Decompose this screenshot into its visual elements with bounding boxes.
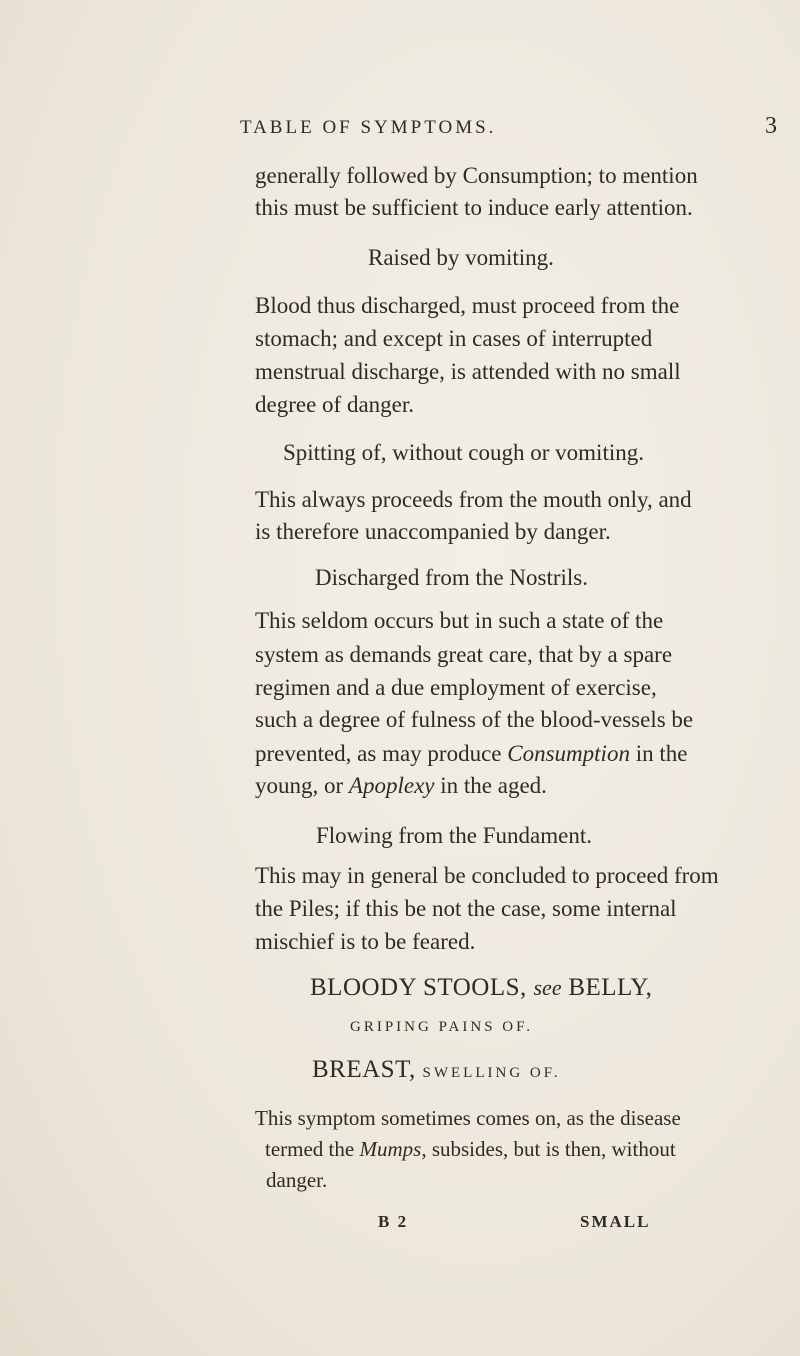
emphasis-consumption: Consumption [507,741,630,766]
emphasis-apoplexy: Apoplexy [348,773,435,798]
entry-subtitle: SWELLING OF. [422,1065,561,1081]
paragraph-4-line-5 [255,738,688,769]
paragraph-3-line-1: This always proceeds from the mouth only, and [255,487,692,512]
emphasis-mumps: Mumps [359,1137,422,1161]
paragraph-4-line-6 [255,770,675,801]
entry-breast [312,1056,561,1084]
paragraph-6-line-2 [265,1135,685,1163]
paragraph-6-line-1: This symptom sometimes comes on, as the disease [255,1106,681,1130]
paragraph-1-line-1: generally followed by Consumption; to mention [255,163,698,188]
catchword: SMALL [580,1212,651,1231]
paragraph-2-line-3: menstrual discharge, is attended with no small [255,359,681,384]
paragraph-5-line-3: mischief is to be feared. [255,929,476,954]
paragraph-4-line-3: regimen and a due employment of exercise, [255,675,657,700]
heading-raised-by-vomiting: Raised by vomiting. [368,245,554,270]
text-run: termed the [265,1137,360,1161]
heading-flowing-from-fundament: Flowing from the Fundament. [316,823,592,848]
paragraph-6-line-3: danger. [266,1168,328,1192]
entry-bloody-stools [310,974,652,1002]
text-run: in the aged. [434,773,547,798]
text-run: young, or [255,773,349,798]
paragraph-4-line-1: This seldom occurs but in such a state of the [255,608,664,633]
paragraph-5-line-2: the Piles; if this be not the case, some internal [255,896,677,921]
subentry-griping-pains: GRIPING PAINS OF. [350,1019,534,1035]
entry-title: BREAST, [312,1056,423,1083]
text-run: prevented, as may produce [255,741,508,766]
paragraph-3-line-2: is therefore unaccompanied by danger. [255,519,611,544]
text-run: , subsides, but is then, without [421,1137,676,1161]
paragraph-5-line-1: This may in general be concluded to proceed from [255,863,719,888]
paragraph-2-line-4: degree of danger. [255,392,415,417]
paragraph-2-line-2: stomach; and except in cases of interrupted [255,326,653,351]
text-run: in the [629,741,688,766]
entry-title: BLOODY STOOLS, [310,974,534,1001]
running-head: TABLE OF SYMPTOMS. [240,117,497,138]
signature-mark: B 2 [378,1212,409,1231]
heading-spitting-of: Spitting of, without cough or vomiting. [283,440,644,465]
page-number: 3 [765,113,777,139]
paragraph-1-line-2: this must be sufficient to induce early attention. [255,195,693,220]
heading-discharged-from-nostrils: Discharged from the Nostrils. [315,565,588,590]
paragraph-2-line-1: Blood thus discharged, must proceed from the [255,293,680,318]
paragraph-4-line-4: such a degree of fulness of the blood-vessels be [255,707,694,732]
see-reference: see [533,975,562,1000]
entry-reference: BELLY, [561,974,653,1001]
paragraph-4-line-2: system as demands great care, that by a spare [255,642,673,667]
